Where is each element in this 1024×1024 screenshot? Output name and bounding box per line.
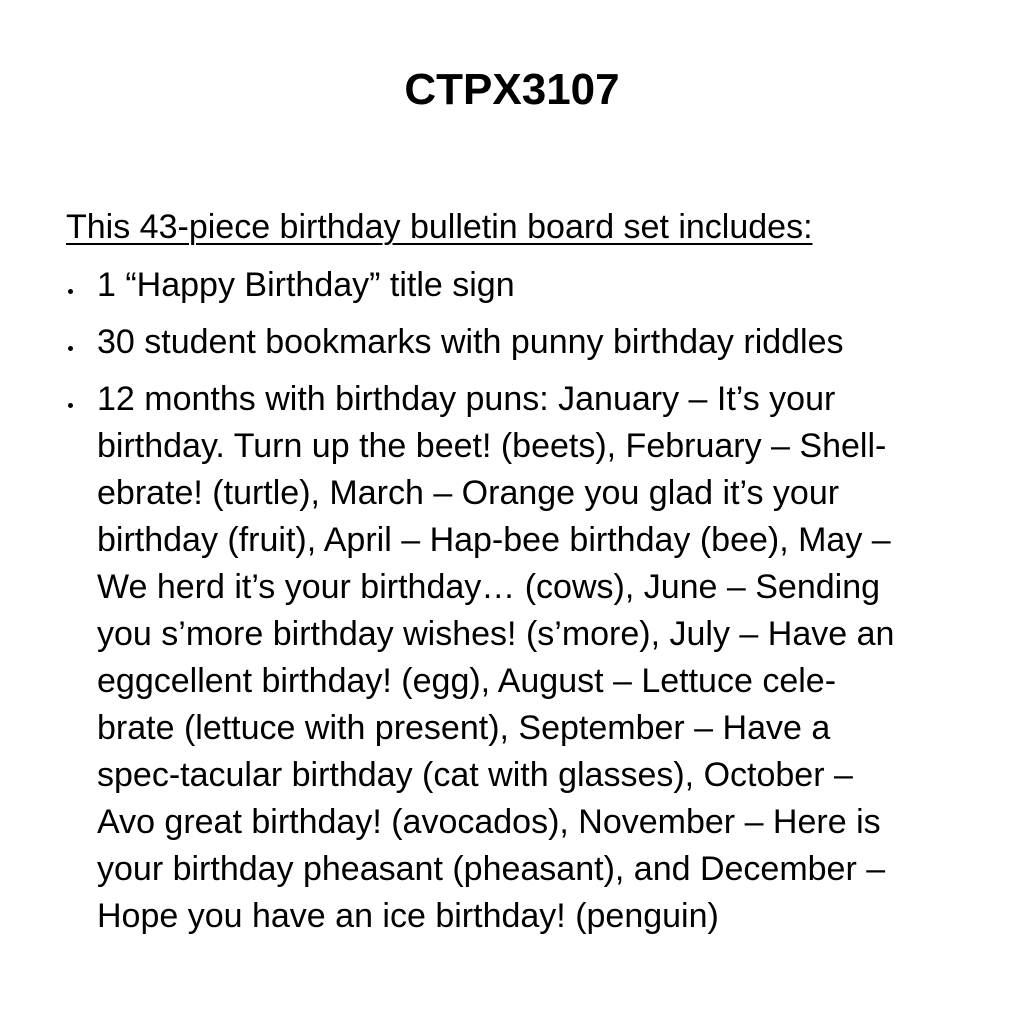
list-item-text — [97, 376, 966, 940]
text-line: spec-tacular birthday (cat with glasses), October – — [97, 756, 853, 794]
list-item-text: 1 “Happy Birthday” title sign — [97, 266, 515, 304]
text-line: brate (lettuce with present), September – Have a — [97, 709, 831, 747]
bullet-icon — [66, 319, 80, 366]
text-line: your birthday pheasant (pheasant), and December – — [97, 850, 886, 888]
text-line: Hope you have an ice birthday! (penguin) — [97, 897, 719, 935]
text-line: We herd it’s your birthday… (cows), June – Sending — [97, 568, 881, 606]
bullet-icon — [66, 262, 80, 309]
text-line: Avo great birthday! (avocados), November – Here is — [97, 803, 881, 841]
list-item — [66, 376, 966, 940]
text-line: birthday (fruit), April – Hap-bee birthday (bee), May – — [97, 521, 891, 559]
text-line: 12 months with birthday puns: January – It’s your — [97, 380, 836, 418]
list-item-text: 30 student bookmarks with punny birthday riddles — [97, 323, 844, 361]
page-title: CTPX3107 — [404, 65, 620, 114]
intro-heading: This 43-piece birthday bulletin board set includes: — [66, 208, 813, 246]
list-item — [66, 262, 966, 309]
list-item — [66, 319, 966, 366]
text-line: you s’more birthday wishes! (s’more), July – Have an — [97, 615, 895, 653]
text-line: ebrate! (turtle), March – Orange you glad it’s your — [97, 474, 840, 512]
item-list — [66, 262, 966, 950]
text-line: birthday. Turn up the beet! (beets), February – Shell- — [97, 427, 887, 465]
text-line: eggcellent birthday! (egg), August – Lettuce cele- — [97, 662, 837, 700]
bullet-icon — [66, 376, 80, 423]
